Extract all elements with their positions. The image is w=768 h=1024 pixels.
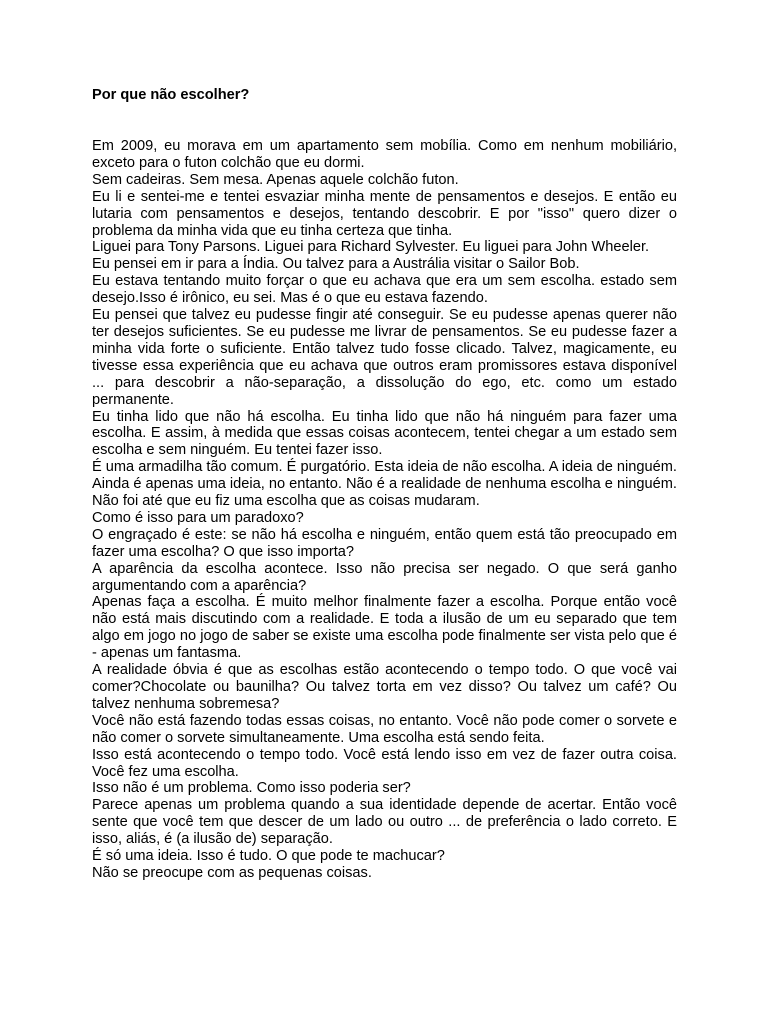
paragraph: Isso está acontecendo o tempo todo. Você está lendo isso em vez de fazer outra coisa. Você fez uma escolha. [92,746,677,780]
paragraph: Eu li e sentei-me e tentei esvaziar minha mente de pensamentos e desejos. E então eu lutaria com pensamentos e desejos, tentando descobrir. E por "isso" quero dizer o problema da minha vida que eu tinha certeza que tinha. [92,188,677,239]
paragraph: É só uma ideia. Isso é tudo. O que pode te machucar? [92,848,445,865]
paragraph: O engraçado é este: se não há escolha e ninguém, então quem está tão preocupado em fazer uma escolha? O que isso importa? [92,526,677,560]
paragraph: Em 2009, eu morava em um apartamento sem mobília. Como em nenhum mobiliário, exceto para o futon colchão que eu dormi. [92,138,677,171]
document-title: Por que não escolher? [92,87,250,103]
paragraph: Você não está fazendo todas essas coisas, no entanto. Você não pode comer o sorvete e não comer o sorvete simultaneamente. Uma escolha está sendo feita. [92,712,677,746]
paragraph: Ainda é apenas uma ideia, no entanto. Não é a realidade de nenhuma escolha e ninguém. [92,476,677,493]
paragraph: Eu pensei que talvez eu pudesse fingir até conseguir. Se eu pudesse apenas querer não ter desejos suficientes. Se eu pudesse me livrar de pensamentos. Se eu pudesse fazer a minha vida forte o suficiente. Então talvez tudo fosse clicado. Talvez, magicamente, eu tivesse essa experiência que eu achava que outros eram promissores estava disponível ... para descobrir a não-separação, a dissolução do ego, etc. como um estado permanente. [92,307,677,408]
document-page [92,86,677,882]
paragraph: A aparência da escolha acontece. Isso não precisa ser negado. O que será ganho argumentando com a aparência? [92,560,677,594]
document-body [92,138,677,882]
paragraph: É uma armadilha tão comum. É purgatório. Esta ideia de não escolha. A ideia de ninguém. [92,459,677,476]
paragraph: A realidade óbvia é que as escolhas estão acontecendo o tempo todo. O que você vai comer?Chocolate ou baunilha? Ou talvez torta em vez disso? Ou talvez um café? Ou talvez nenhuma sobremesa? [92,662,677,712]
paragraph: Apenas faça a escolha. É muito melhor finalmente fazer a escolha. Porque então você não está mais discutindo com a realidade. E toda a ilusão de um eu separado que tem algo em jogo no jogo de saber se existe uma escolha pode finalmente ser vista pelo que é - apenas um fantasma. [92,594,677,662]
paragraph: Parece apenas um problema quando a sua identidade depende de acertar. Então você sente que você tem que descer de um lado ou outro ... de preferência o lado correto. E isso, aliás, é (a ilusão de) separação. [92,797,677,848]
paragraph: Isso não é um problema. Como isso poderia ser? [92,780,411,797]
paragraph: Eu pensei em ir para a Índia. Ou talvez para a Austrália visitar o Sailor Bob. [92,256,580,273]
paragraph: Não se preocupe com as pequenas coisas. [92,864,372,881]
paragraph: Eu estava tentando muito forçar o que eu achava que era um sem escolha. estado sem desejo.Isso é irônico, eu sei. Mas é o que eu estava fazendo. [92,273,677,307]
paragraph: Não foi até que eu fiz uma escolha que as coisas mudaram. [92,493,480,510]
paragraph: Eu tinha lido que não há escolha. Eu tinha lido que não há ninguém para fazer uma escolha. E assim, à medida que essas coisas acontecem, tentei chegar a um estado sem escolha e sem ninguém. Eu tentei fazer isso. [92,408,677,459]
paragraph: Liguei para Tony Parsons. Liguei para Richard Sylvester. Eu liguei para John Wheeler. [92,239,650,256]
paragraph: Sem cadeiras. Sem mesa. Apenas aquele colchão futon. [92,171,459,188]
paragraph: Como é isso para um paradoxo? [92,509,304,526]
